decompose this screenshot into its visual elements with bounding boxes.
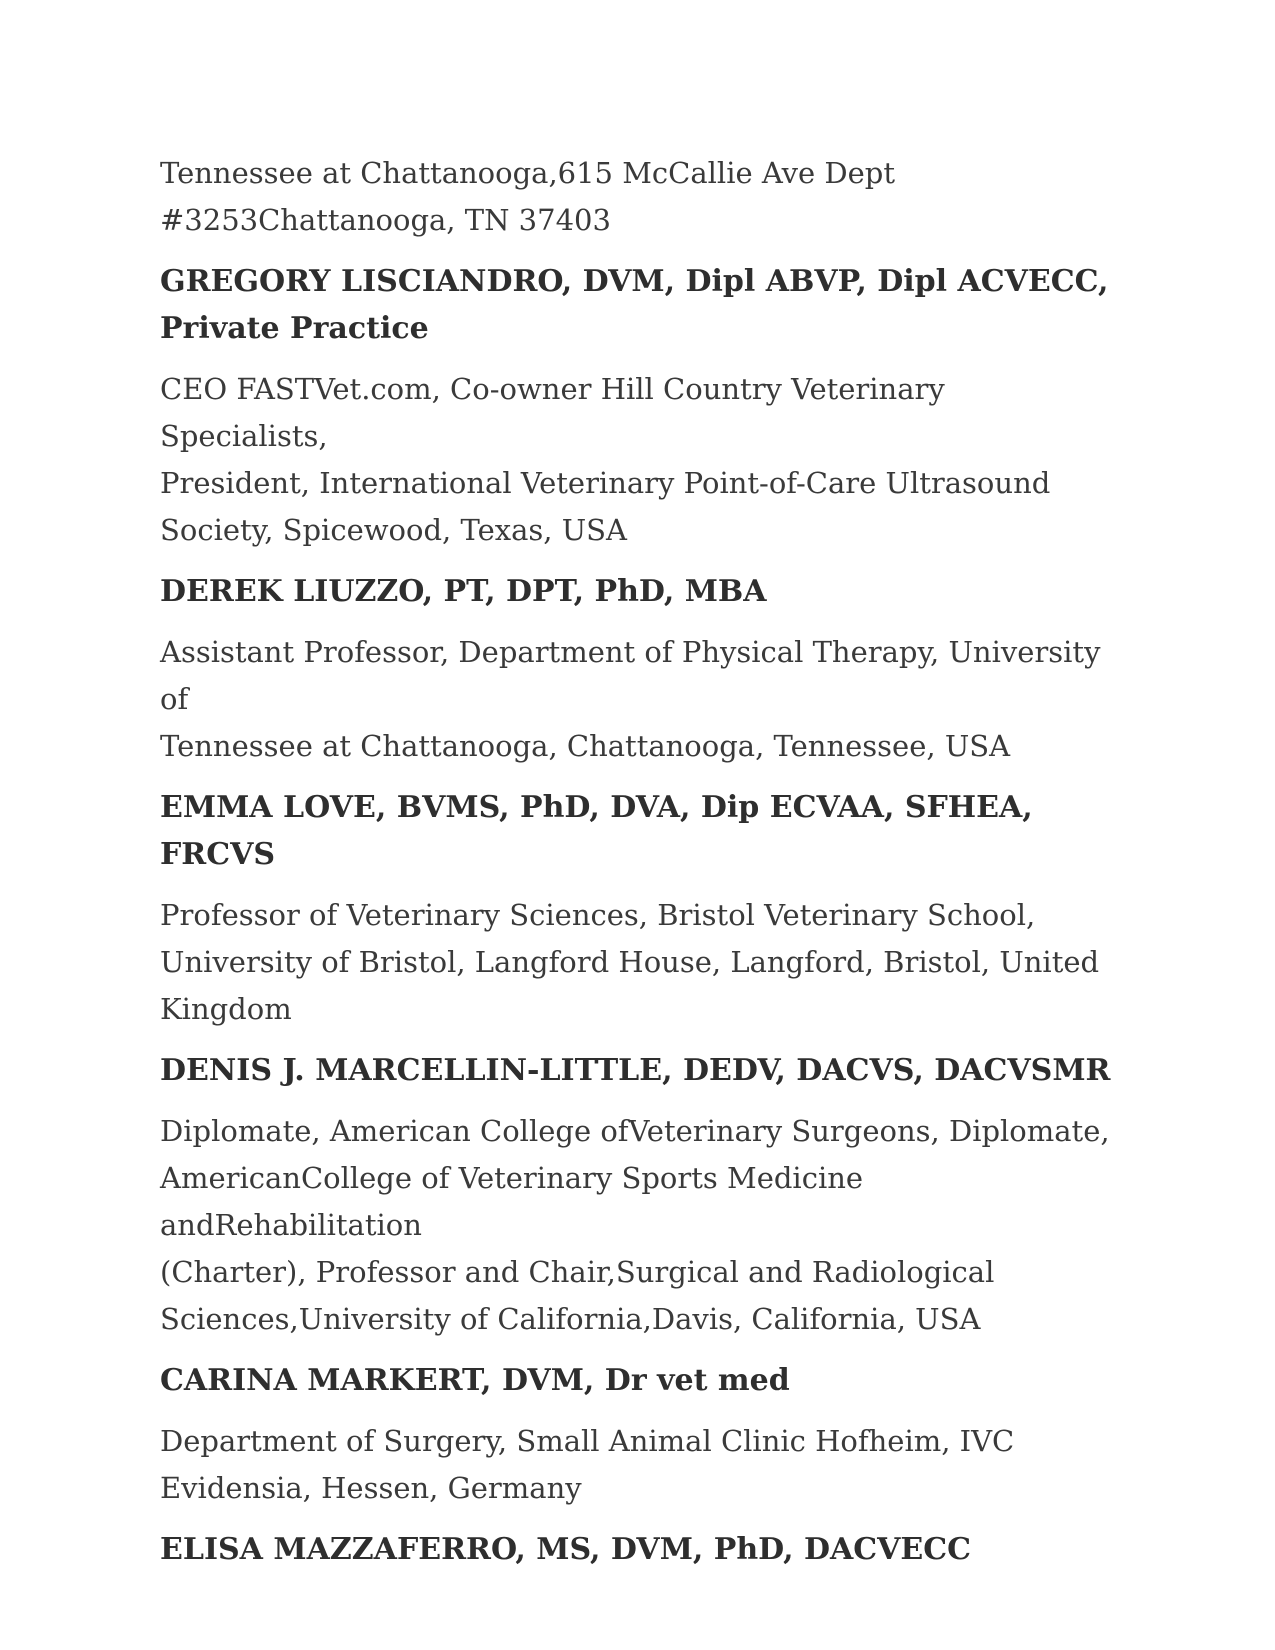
contributor-name: EMMA LOVE, BVMS, PhD, DVA, Dip ECVAA, SFHEA, FRCVS <box>160 790 1033 872</box>
contributor-name: DEREK LIUZZO, PT, DPT, PhD, MBA <box>160 574 767 609</box>
affiliation-text: Diplomate, American College ofVeterinary Surgeons, Diplomate, AmericanCollege of Veterinary Sports Medicine andRehabilitation (Charter), Professor and Chair,Surgical and Radiological Sciences,University of California,Davis, California, USA <box>160 1114 1110 1336</box>
contributors-list <box>160 150 1120 1587</box>
affiliation-text: Department of Surgery, Small Animal Clinic Hofheim, IVC Evidensia, Hessen, Germany <box>160 1424 1015 1505</box>
affiliation-text: Assistant Professor, Department of Physical Therapy, University of Tennessee at Chattanooga, Chattanooga, Tennessee, USA <box>160 635 1101 763</box>
contributor-name: ELISA MAZZAFERRO, MS, DVM, PhD, DACVECC <box>160 1532 972 1567</box>
contributor-name: DENIS J. MARCELLIN-LITTLE, DEDV, DACVS, DACVSMR <box>160 1053 1111 1088</box>
affiliation-text: CEO FASTVet.com, Co-owner Hill Country Veterinary Specialists, President, International Veterinary Point-of-Care Ultrasound Society, Spicewood, Texas, USA <box>160 372 1051 547</box>
contributor-name: CARINA MARKERT, DVM, Dr vet med <box>160 1363 790 1398</box>
contributor-name: GREGORY LISCIANDRO, DVM, Dipl ABVP, Dipl ACVECC, Private Practice <box>160 264 1109 346</box>
affiliation-text: Tennessee at Chattanooga,615 McCallie Ave Dept #3253Chattanooga, TN 37403 <box>160 156 896 237</box>
affiliation-text: Professor of Veterinary Sciences, Bristol Veterinary School, University of Bristol, Langford House, Langford, Bristol, United Kingdom <box>160 898 1100 1026</box>
